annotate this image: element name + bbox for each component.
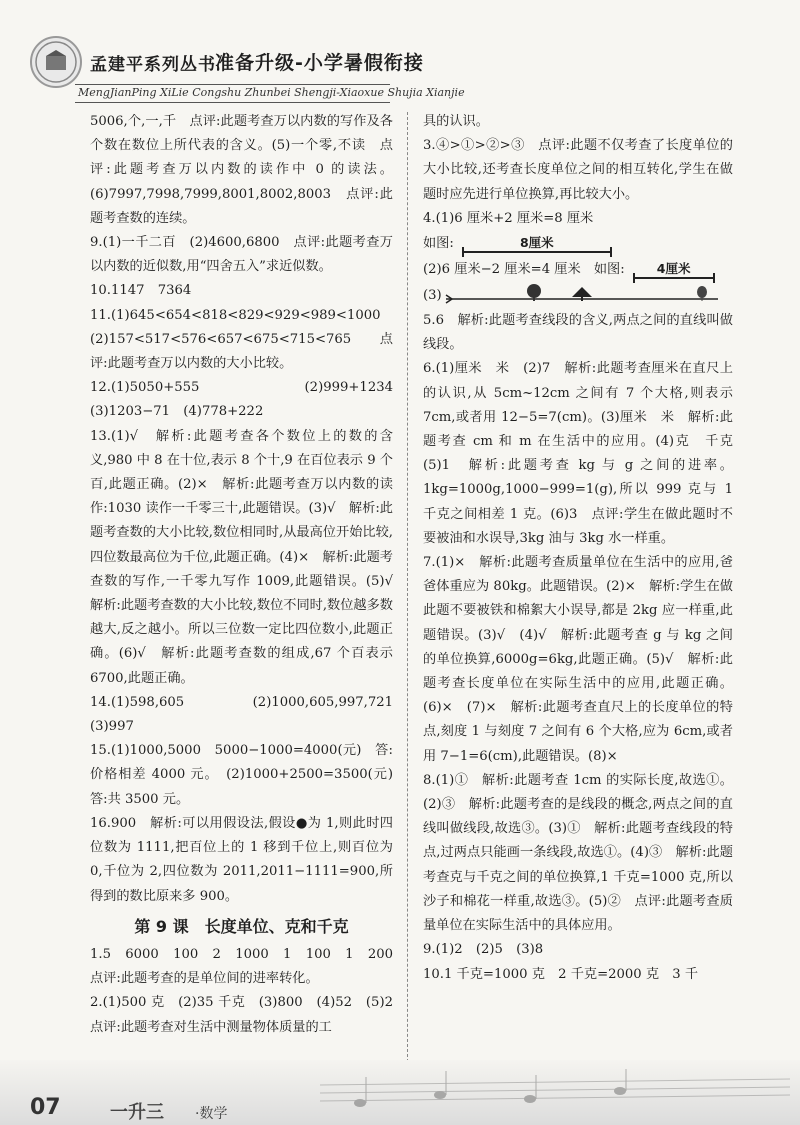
lesson9-answer-7: 7.(1)× 解析:此题考查质量单位在生活中的应用,爸爸体重应为 80kg。此题错误。(2)× 解析:学生在做此题不要被铁和棉絮大小误导,都是 2kg 应一样重,此题错误。(3)√ (4)√ 解析:此题考查 g 与 kg 之间的单位换算,6000g=6kg,此题正确。(5)√ 解析:此题考查长度单位在实际生活中的应用,此题正确。(6)× (7)× 解析:此题考查直尺上的长度单位的特点,刻度 1 与刻度 7 之间有 6 个大格,应为 6cm,或者用 7−1=6(cm),此题错误。(8)× [423,555,733,764]
answer-4-3: (3) [423,287,442,303]
figure-trees [423,283,733,309]
series-name: 孟建平系列丛书 [90,55,216,75]
book-title: 准备升级-小学暑假衔接 [215,52,424,74]
publisher-logo [30,36,82,88]
header-rule [75,84,390,85]
lesson9-answer-2: 2.(1)500 克 (2)35 千克 (3)800 (4)52 (5)2 点评:此题考查对生活中测量物体质量的工 [90,995,407,1035]
lesson9-answer-8: 8.(1)① 解析:此题考查 1cm 的实际长度,故选①。(2)③ 解析:此题考查的是线段的概念,两点之间的直线叫做线段,故选③。(3)① 解析:此题考查线段的特点,过两点只能画一条线段,故选①。(4)③ 解析:此题考查克与千克之间的单位换算,1 千克=1000 克,所以沙子和棉花一样重,故选③。(5)② 点评:此题考查质量单位在实际生活中的具体应用。 [423,772,733,934]
footer-brand: 一升三 [110,1102,164,1123]
segment-4cm-label: 4厘米 [656,261,691,277]
answer-16: 16.900 解析:可以用假设法,假设●为 1,则此时四位数为 1111,把百位上的 1 移到千位上,则百位为 0,千位为 2,四位数为 2011,2011−1111=900,所得到的数比原来多 900。 [90,815,393,904]
footer-subject: ·数学 [195,1106,228,1122]
answer-10: 10.1147 7364 [90,283,192,299]
segment-8cm-label: 8厘米 [519,235,554,251]
lesson9-answer-5: 5.6 解析:此题考查线段的含义,两点之间的直线叫做线段。 [423,313,733,353]
figure-8cm [423,231,733,257]
music-notes-decoration [320,1065,790,1120]
lesson9-answer-4: 4.(1)6 厘米+2 厘米=8 厘米 [423,210,594,226]
segment-4cm [633,261,715,279]
answer-15: 15.(1)1000,5000 5000−1000=4000(元) 答:价格相差 4000 元。 (2)1000+2500=3500(元) 答:共 3500 元。 [90,743,407,807]
lesson-heading: 第 9 课 长度单位、克和千克 [134,916,349,936]
answer-14: 14.(1)598,605 (2)1000,605,997,721 (3)997 [90,694,407,735]
segment-8cm [462,235,612,253]
left-column [90,110,407,1040]
answer-12: 12.(1)5050+555 (2)999+1234 (3)1203−71 (4)778+222 [90,380,407,420]
column-divider [407,112,409,1067]
page-number: 07 [30,1095,61,1120]
answer-block: 5006,个,一,千 点评:此题考查万以内数的写作及各个数在数位上所代表的含义。(5)一个零,不读 点评:此题考查万以内数的读作中 0 的读法。(6)7997,7998,7999,8001,8002,8003 点评:此题考查数的连续。 [90,114,393,226]
page-header [0,0,800,112]
figure-label: 如图: [423,235,454,251]
answer-11: 11.(1)645<654<818<829<929<989<1000 (2)157<517<576<657<675<715<765 点评:此题考查万以内数的大小比较。 [90,307,394,372]
lesson9-answer-10: 10.1 千克=1000 克 2 千克=2000 克 3 千 [423,966,699,982]
header-rule-bottom [75,102,390,103]
answer-4-2: (2)6 厘米−2 厘米=4 厘米 如图: [423,261,625,277]
answer-13: 13.(1)√ 解析:此题考查各个数位上的数的含义,980 中 8 在十位,表示 8 个十,9 在百位表示 9 个百,此题正确。(2)× 解析:此题考查万以内数的读作:1030 读作一千零三十,此题错误。(3)√ 解析:此题考查数的大小比较,数位相同时,从最高位开始比较,四位数最高位为千位,此题正确。(4)× 解析:此题考查数的写作,一千零九写作 1009,此题错误。(5)√ 解析:此题考查数的大小比较,数位不同时,数位越多数越大,反之越小。所以三位数一定比四位数小,此题正确。(6)√ 解析:此题考查数的组成,67 个百表示 6700,此题正确。 [90,428,407,686]
tree-line-illustration [442,283,722,309]
lesson9-answer-3: 3.④>①>②>③ 点评:此题不仅考查了长度单位的大小比较,还考查长度单位之间的相互转化,学生在做题时应先进行单位换算,再比较大小。 [423,138,733,202]
figure-4cm [423,257,733,283]
right-column [423,110,747,987]
lesson9-answer-1: 1.5 6000 100 2 1000 1 100 1 200 点评:此题考查的是单位间的进率转化。 [90,946,407,987]
lesson9-answer-6: 6.(1)厘米 米 (2)7 解析:此题考查厘米在直尺上的认识,从 5cm~12cm 之间有 7 个大格,则表示 7cm,或者用 12−5=7(cm)。(3)厘米 米 解析:此题考查 cm 和 m 在生活中的应用。(4)克 千克 (5)1 解析:此题考查 kg 与 g 之间的进率。1kg=1000g,1000−999=1(g),所以 999 克与 1 千克之间相差 1 克。(6)3 点评:学生在做此题时不要被油和水误导,3kg 油与 3kg 水一样重。 [423,361,747,546]
book-title-pinyin: MengJianPing XiLie Congshu Zhunbei Shengji-Xiaoxue Shujia Xianjie [78,86,465,99]
answer-2-continued: 具的认识。 [423,114,489,129]
answer-9: 9.(1)一千二百 (2)4600,6800 点评:此题考查万以内数的近似数,用“四舍五入”求近似数。 [90,235,393,275]
lesson9-answer-9: 9.(1)2 (2)5 (3)8 [423,942,544,958]
